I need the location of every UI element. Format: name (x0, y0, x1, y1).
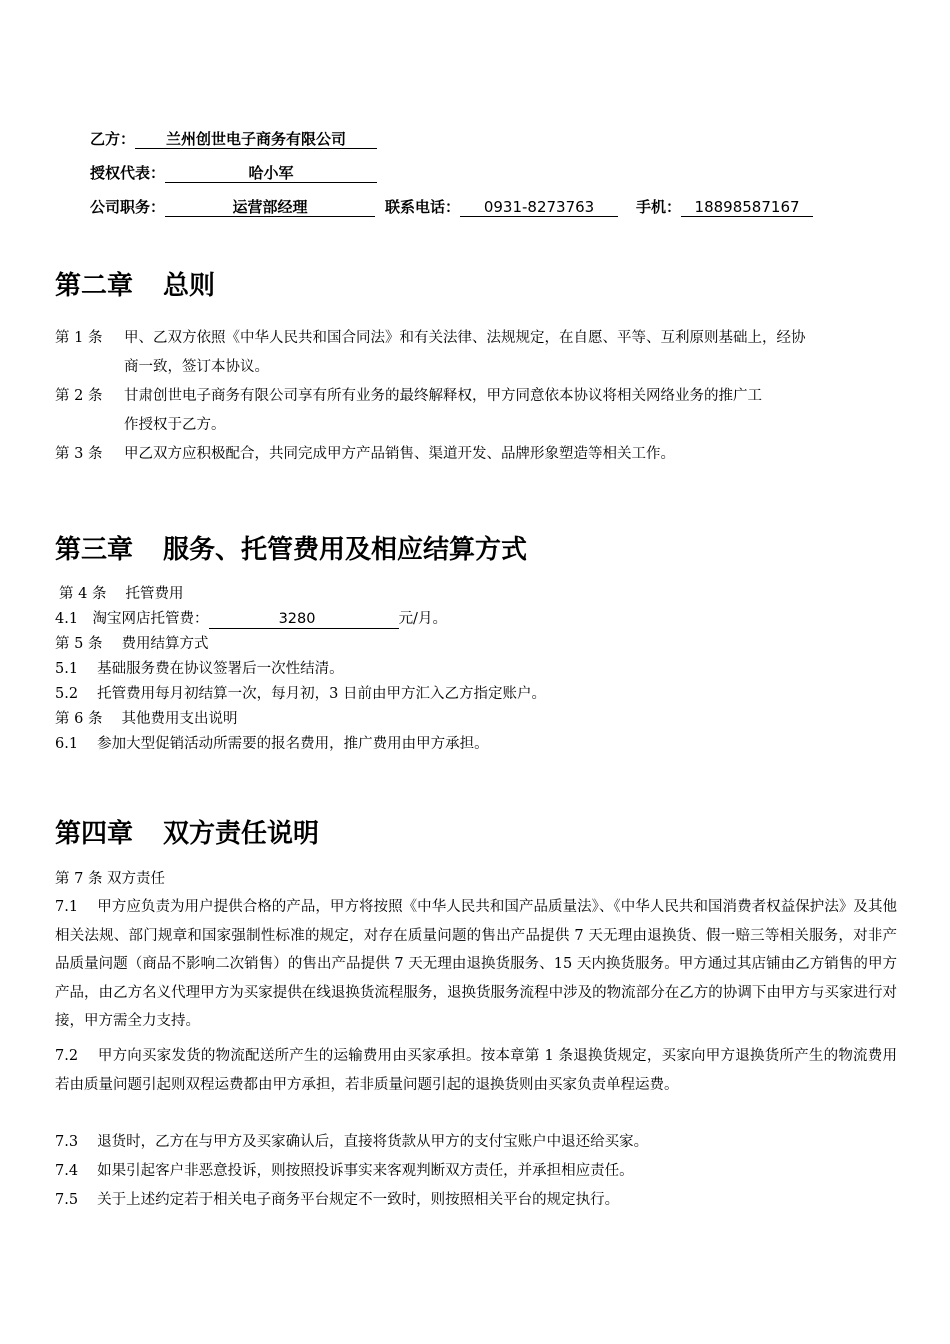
article-1 (55, 328, 806, 348)
article-2-num: 第 2 条 (55, 388, 103, 404)
fee-value: 3280 (278, 611, 316, 627)
clause-5-1: 5.1 基础服务费在协议签署后一次性结清。 (55, 661, 344, 677)
chapter-3-name: 服务、托管费用及相应结算方式 (163, 535, 528, 565)
fee-unit: 元/月。 (398, 611, 447, 627)
article-6: 第 6 条 其他费用支出说明 (55, 711, 238, 727)
clause-7-3: 7.3 退货时，乙方在与甲方及买家确认后，直接将货款从甲方的支付宝账户中退还给买家。 (55, 1134, 649, 1150)
article-1-line1: 甲、乙双方依照《中华人民共和国合同法》和有关法律、法规规定，在自愿、平等、互利原则基础上，经协 (124, 330, 806, 346)
article-1-line2: 商一致，签订本协议。 (124, 359, 269, 375)
article-2-cont (55, 415, 226, 435)
chapter-2-name: 总则 (163, 271, 216, 301)
article-3-line1: 甲乙双方应积极配合，共同完成甲方产品销售、渠道开发、品牌形象塑造等相关工作。 (124, 446, 675, 462)
chapter-3-number: 第三章 (55, 535, 134, 565)
rep-row (90, 163, 377, 183)
clause-7-2: 7.2 甲方向买家发货的物流配送所产生的运输费用由买家承担。按本章第 1 条退换货规定，买家向甲方退换货所产生的物流费用若由质量问题引起则双程运费都由甲方承担，若非质量问题引起的退换货则由买家负责单程运费。 (55, 1048, 897, 1093)
phone-label: 联系电话： (385, 198, 461, 216)
article-1-num: 第 1 条 (55, 330, 103, 346)
article-3 (55, 444, 675, 464)
party-b-row (90, 129, 377, 149)
clause-6-1: 6.1 参加大型促销活动所需要的报名费用，推广费用由甲方承担。 (55, 736, 489, 752)
article-3-num: 第 3 条 (55, 446, 103, 462)
clause-7-5: 7.5 关于上述约定若于相关电子商务平台规定不一致时，则按照相关平台的规定执行。 (55, 1192, 620, 1208)
article-1-cont (55, 357, 269, 377)
title-value: 运营部经理 (165, 198, 375, 217)
chapter-4-number: 第四章 (55, 819, 134, 849)
clause-7-4: 7.4 如果引起客户非恶意投诉，则按照投诉事实来客观判断双方责任，并承担相应责任。 (55, 1163, 634, 1179)
article-2-line2: 作授权于乙方。 (124, 417, 226, 433)
title-label: 公司职务： (90, 198, 166, 216)
article-2 (55, 386, 762, 406)
article-7: 第 7 条 双方责任 (55, 871, 166, 887)
phone-value: 0931-8273763 (460, 198, 618, 217)
article-2-line1: 甘肃创世电子商务有限公司享有所有业务的最终解释权，甲方同意依本协议将相关网络业务的推广工 (124, 388, 762, 404)
chapter-2-heading (55, 269, 215, 303)
clause-7-1: 7.1 甲方应负责为用户提供合格的产品，甲方将按照《中华人民共和国产品质量法》、《中华人民共和国消费者权益保护法》及其他相关法规、部门规章和国家强制性标准的规定，对存在质量问题的售出产品提供 7 天无理由退换货、假一赔三等相关服务，对非产品质量问题（商品不影响二次销售）的售出产品提供 7 天无理由退换货服务、15 天内换货服务。甲方通过其店铺由乙方销售的甲方产品，由乙方名义代理甲方为买家提供在线退换货流程服务，退换货服务流程中涉及的物流部分在乙方的协调下由甲方与买家进行对接，甲方需全力支持。 (55, 899, 897, 1029)
mobile-value: 18898587167 (681, 198, 813, 217)
clause-5-2: 5.2 托管费用每月初结算一次，每月初，3 日前由甲方汇入乙方指定账户。 (55, 686, 547, 702)
rep-label: 授权代表： (90, 164, 166, 182)
party-b-value: 兰州创世电子商务有限公司 (135, 130, 377, 149)
party-b-label: 乙方： (90, 130, 136, 148)
chapter-4-heading (55, 817, 319, 851)
title-row (90, 197, 813, 217)
chapter-2-number: 第二章 (55, 271, 134, 301)
chapter-3-heading (55, 533, 527, 567)
mobile-label: 手机： (636, 198, 682, 216)
article-4: 第 4 条 托管费用 (59, 586, 184, 602)
fee-label: 4.1 淘宝网店托管费： (55, 611, 209, 627)
article-5: 第 5 条 费用结算方式 (55, 636, 209, 652)
rep-value: 哈小军 (165, 164, 377, 183)
fee-value-field (209, 610, 399, 629)
chapter-4-name: 双方责任说明 (163, 819, 320, 849)
fee-row (55, 609, 447, 629)
